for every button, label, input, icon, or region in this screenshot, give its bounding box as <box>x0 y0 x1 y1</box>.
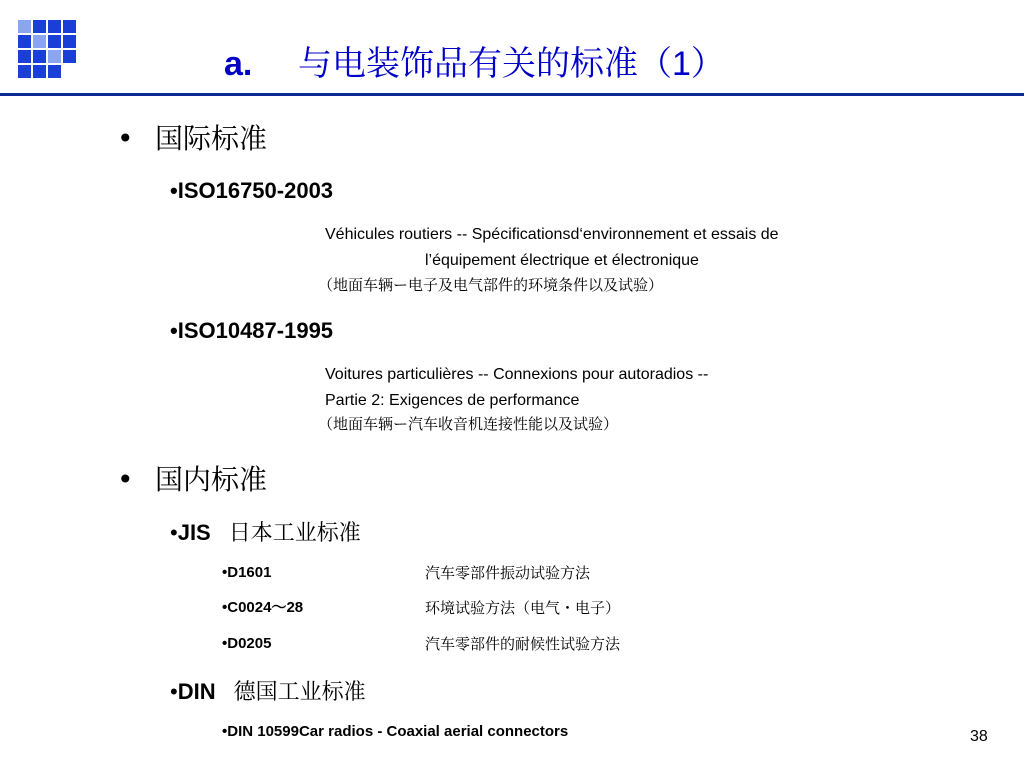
iso10487-cn: （地面车辆ー汽车收音机连接性能以及试验） <box>318 415 619 433</box>
logo-square <box>63 50 76 63</box>
logo-square <box>63 20 76 33</box>
title-prefix: a. <box>224 45 253 83</box>
section-heading-domestic: 国内标准 <box>155 463 268 496</box>
iso16750-desc-line1: Véhicules routiers -- Spécificationsd‘environnement et essais de <box>325 226 779 243</box>
din-name: 德国工业标准 <box>233 680 366 705</box>
iso10487-desc-line2: Partie 2: Exigences de performance <box>325 392 580 409</box>
iso16750-cn: （地面车辆ー电子及电气部件的环境条件以及试验） <box>318 276 664 294</box>
slide-header <box>0 0 1024 94</box>
jis-item-desc: 汽车零部件的耐候性试验方法 <box>425 635 621 653</box>
logo-square <box>48 20 61 33</box>
iso10487-desc-line1: Voitures particulières -- Connexions pour autoradios -- <box>325 366 709 383</box>
logo-grid-icon <box>18 20 76 78</box>
jis-item-desc: 汽车零部件振动试验方法 <box>425 564 591 582</box>
jis-item-desc: 环境试验方法（电气・电子） <box>425 599 621 617</box>
jis-item-code: •C0024～28 <box>222 599 304 616</box>
logo-square <box>33 50 46 63</box>
logo-square <box>48 35 61 48</box>
jis-heading: •JIS 日本工业标准 <box>170 520 361 546</box>
iso16750-code: •ISO16750-2003 <box>170 178 334 203</box>
logo-square <box>18 65 31 78</box>
logo-square <box>33 20 46 33</box>
iso16750-desc-line2: l’équipement électrique et électronique <box>425 252 699 269</box>
logo-square <box>63 35 76 48</box>
din-heading: •DIN 德国工业标准 <box>170 679 366 705</box>
logo-square <box>18 20 31 33</box>
jis-code: JIS <box>177 520 211 545</box>
logo-square <box>18 50 31 63</box>
page-number: 38 <box>970 728 988 745</box>
din-code: DIN <box>177 679 216 704</box>
logo-square <box>48 65 61 78</box>
logo-square <box>18 35 31 48</box>
jis-item-code: •D1601 <box>222 564 272 581</box>
section-heading-international: 国际标准 <box>155 122 268 155</box>
iso10487-code: •ISO10487-1995 <box>170 318 334 343</box>
header-divider <box>0 93 1024 96</box>
page-title <box>224 40 725 88</box>
bullet: • <box>117 463 134 496</box>
din-item: •DIN 10599Car radios - Coaxial aerial connectors <box>222 723 569 740</box>
jis-item-code: •D0205 <box>222 635 272 652</box>
jis-name: 日本工业标准 <box>228 521 361 546</box>
logo-square <box>33 65 46 78</box>
logo-square <box>48 50 61 63</box>
title-text: 与电装饰品有关的标准（1） <box>298 45 725 83</box>
logo-square <box>33 35 46 48</box>
bullet: • <box>117 122 134 155</box>
